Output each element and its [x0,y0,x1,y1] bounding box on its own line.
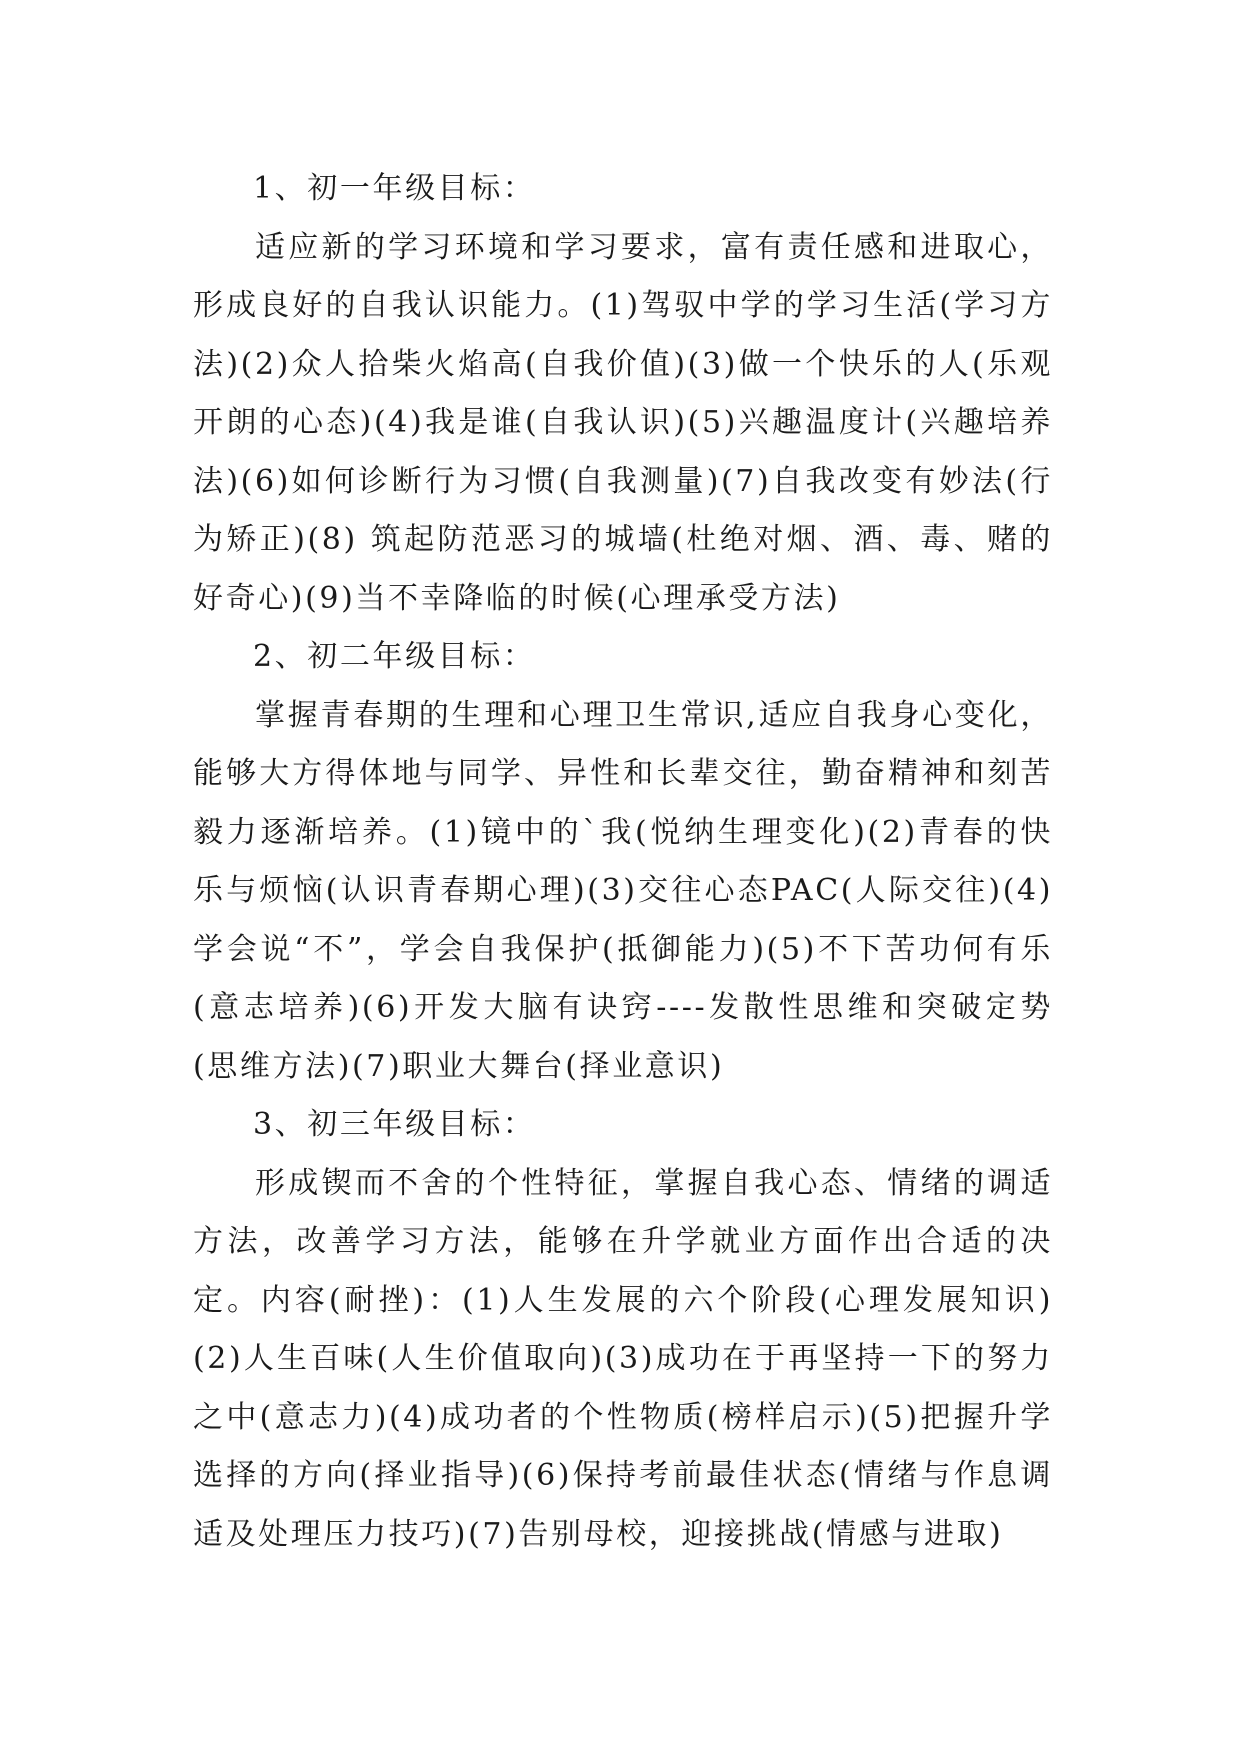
section-1-heading: 1、初一年级目标： [253,171,536,206]
section-1-body: 适应新的学习环境和学习要求，富有责任感和进取心，形成良好的自我认识能力。(1)驾驭中学的学习生活(学习方法)(2)众人拾柴火焰高(自我价值)(3)做一个快乐的人(乐观开朗的心态)(4)我是谁(自我认识)(5)兴趣温度计(兴趣培养法)(6)如何诊断行为习惯(自我测量)(7)自我改变有妙法(行为矫正)(8) 筑起防范恶习的城墙(杜绝对烟、酒、毒、赌的好奇心)(9)当不幸降临的时候(心理承受方法) [193,229,1053,616]
section-2-body: 掌握青春期的生理和心理卫生常识,适应自我身心变化，能够大方得体地与同学、异性和长辈交往，勤奋精神和刻苦毅力逐渐培养。(1)镜中的`我(悦纳生理变化)(2)青春的快乐与烦恼(认识青春期心理)(3)交往心态PAC(人际交往)(4)学会说“不”，学会自我保护(抵御能力)(5)不下苦功何有乐(意志培养)(6)开发大脑有诀窍----发散性思维和突破定势(思维方法)(7)职业大舞台(择业意识) [193,697,1053,1084]
section-2-heading: 2、初二年级目标： [253,639,536,674]
section-3-heading: 3、初三年级目标： [253,1107,536,1142]
section-3-body: 形成锲而不舍的个性特征，掌握自我心态、情绪的调适方法，改善学习方法，能够在升学就业方面作出合适的决定。内容(耐挫)：(1)人生发展的六个阶段(心理发展知识)(2)人生百味(人生价值取向)(3)成功在于再坚持一下的努力之中(意志力)(4)成功者的个性物质(榜样启示)(5)把握升学选择的方向(择业指导)(6)保持考前最佳状态(情绪与作息调适及处理压力技巧)(7)告别母校，迎接挑战(情感与进取) [193,1165,1053,1552]
document-page [193,160,1053,1564]
